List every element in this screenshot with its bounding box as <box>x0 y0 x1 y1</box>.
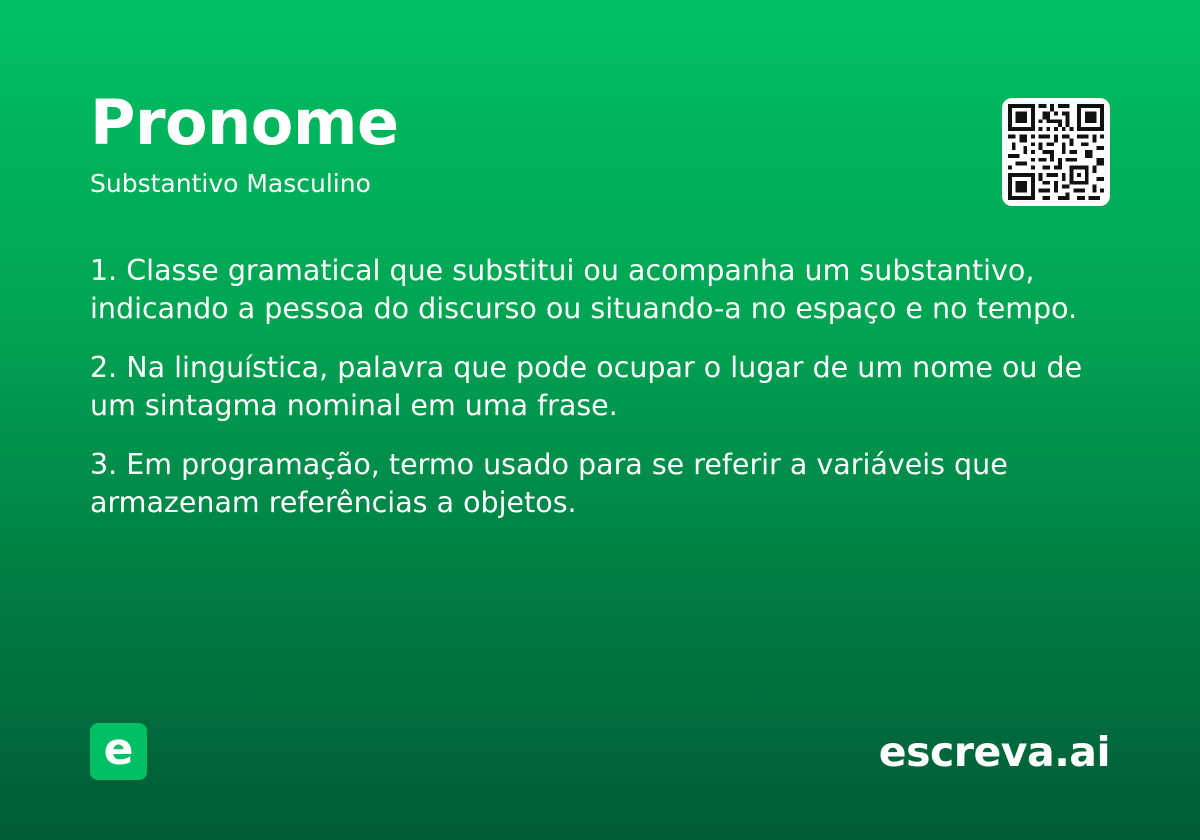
definition-item: 2. Na linguística, palavra que pode ocupar o lugar de um nome ou de um sintagma nominal em uma frase. <box>90 351 1083 422</box>
definition-item: 3. Em programação, termo usado para se referir a variáveis que armazenam referências a objetos. <box>90 448 1008 519</box>
entry-word: Pronome <box>90 86 399 159</box>
qr-code-icon[interactable] <box>1002 98 1110 206</box>
escreva-logo-icon: e <box>90 723 147 780</box>
brand-name: escreva.ai <box>878 728 1110 776</box>
definitions-list <box>90 252 1100 543</box>
definition-item: 1. Classe gramatical que substitui ou acompanha um substantivo, indicando a pessoa do discurso ou situando-a no espaço e no tempo. <box>90 254 1078 325</box>
part-of-speech: Substantivo Masculino <box>90 169 371 198</box>
qr-code-graphic <box>1008 104 1104 200</box>
